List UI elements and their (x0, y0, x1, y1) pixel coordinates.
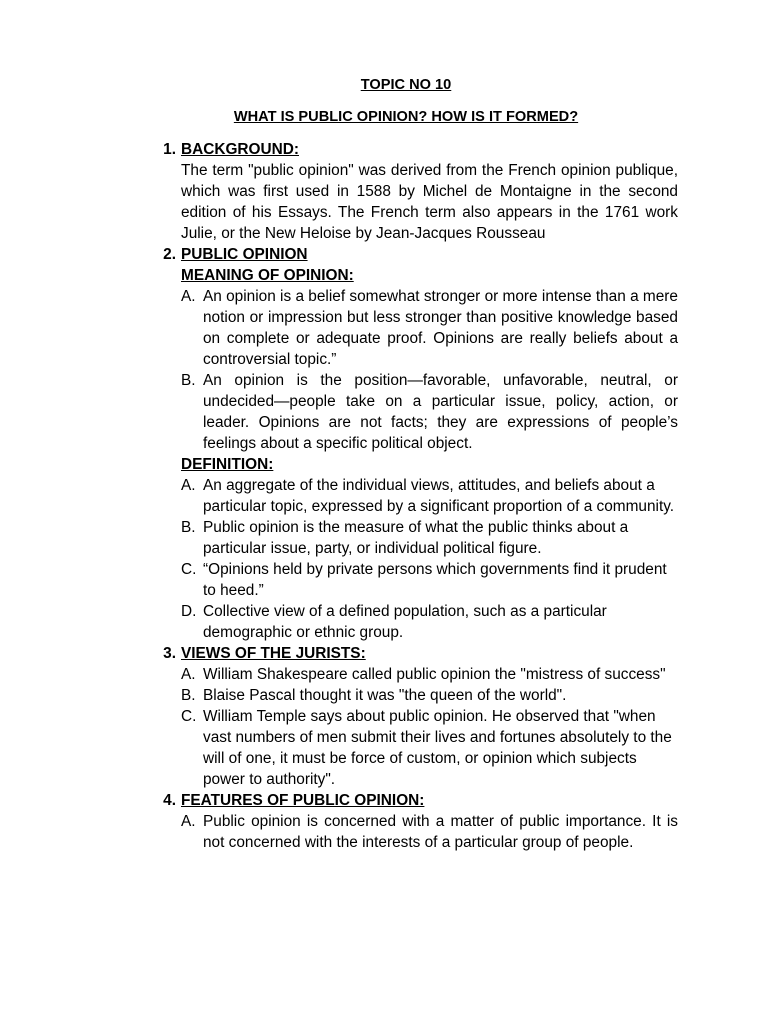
page-title: TOPIC NO 10 (360, 77, 452, 93)
list-item-label: C. (181, 708, 197, 725)
list-item (181, 706, 678, 790)
list-item (181, 370, 678, 454)
section-features (152, 790, 678, 853)
list-item (181, 475, 678, 517)
list-item-text: William Shakespeare called public opinion the "mistress of success" (203, 666, 666, 683)
list-item (181, 286, 678, 370)
list-item-label: A. (181, 666, 196, 683)
section-heading: FEATURES OF PUBLIC OPINION: (181, 792, 425, 809)
list-item (181, 559, 678, 601)
section-number: 4. (163, 792, 176, 809)
page-subtitle: WHAT IS PUBLIC OPINION? HOW IS IT FORMED? (233, 109, 579, 125)
section-public-opinion (152, 244, 678, 643)
list-item-label: B. (181, 372, 196, 389)
list-item (181, 811, 678, 853)
section-number: 1. (163, 141, 176, 158)
list-item-text: An aggregate of the individual views, attitudes, and beliefs about a particular topic, expressed by a significant proportion of a community. (203, 477, 675, 515)
section-heading: VIEWS OF THE JURISTS: (181, 645, 366, 662)
subsection-heading: MEANING OF OPINION: (181, 267, 354, 284)
list-item-label: C. (181, 561, 197, 578)
list-item (181, 685, 678, 706)
list-item-text: Blaise Pascal thought it was "the queen of the world". (203, 687, 567, 704)
list-item-text: An opinion is a belief somewhat stronger or more intense than a mere notion or impression but less stronger than positive knowledge based on complete or adequate proof. Opinions are really beliefs about a controversial topic.” (203, 288, 678, 368)
list-item (181, 664, 678, 685)
list-item-text: William Temple says about public opinion. He observed that "when vast numbers of men submit their lives and fortunes absolutely to the will of one, it must be force of custom, or opinion which subjects power to authority". (203, 708, 672, 788)
document-body (152, 139, 678, 853)
list-item-text: “Opinions held by private persons which governments find it prudent to heed.” (203, 561, 667, 599)
section-heading: PUBLIC OPINION (181, 246, 308, 263)
list-item-text: Public opinion is concerned with a matter of public importance. It is not concerned with the interests of a particular group of people. (203, 813, 678, 851)
list-item-text: Public opinion is the measure of what the public thinks about a particular issue, party, or individual political figure. (203, 519, 629, 557)
list-item-label: A. (181, 288, 196, 305)
section-number: 2. (163, 246, 176, 263)
list-item-text: Collective view of a defined population, such as a particular demographic or ethnic group. (203, 603, 607, 641)
list-item-label: B. (181, 519, 196, 536)
section-views-of-jurists (152, 643, 678, 790)
list-item (181, 517, 678, 559)
list-item (181, 601, 678, 643)
subsection-heading: DEFINITION: (181, 456, 274, 473)
section-paragraph: The term "public opinion" was derived from the French opinion publique, which was first used in 1588 by Michel de Montaigne in the second edition of his Essays. The French term also appears in the 1761 work Julie, or the New Heloise by Jean-Jacques Rousseau (181, 162, 678, 242)
list-item-label: D. (181, 603, 197, 620)
section-heading: BACKGROUND: (181, 141, 299, 158)
list-item-text: An opinion is the position—favorable, unfavorable, neutral, or undecided—people take on a particular issue, policy, action, or leader. Opinions are not facts; they are expressions of people’s feelings about a specific political object. (203, 372, 678, 452)
list-item-label: B. (181, 687, 196, 704)
section-background (152, 139, 678, 244)
list-item-label: A. (181, 477, 196, 494)
section-number: 3. (163, 645, 176, 662)
list-item-label: A. (181, 813, 196, 830)
